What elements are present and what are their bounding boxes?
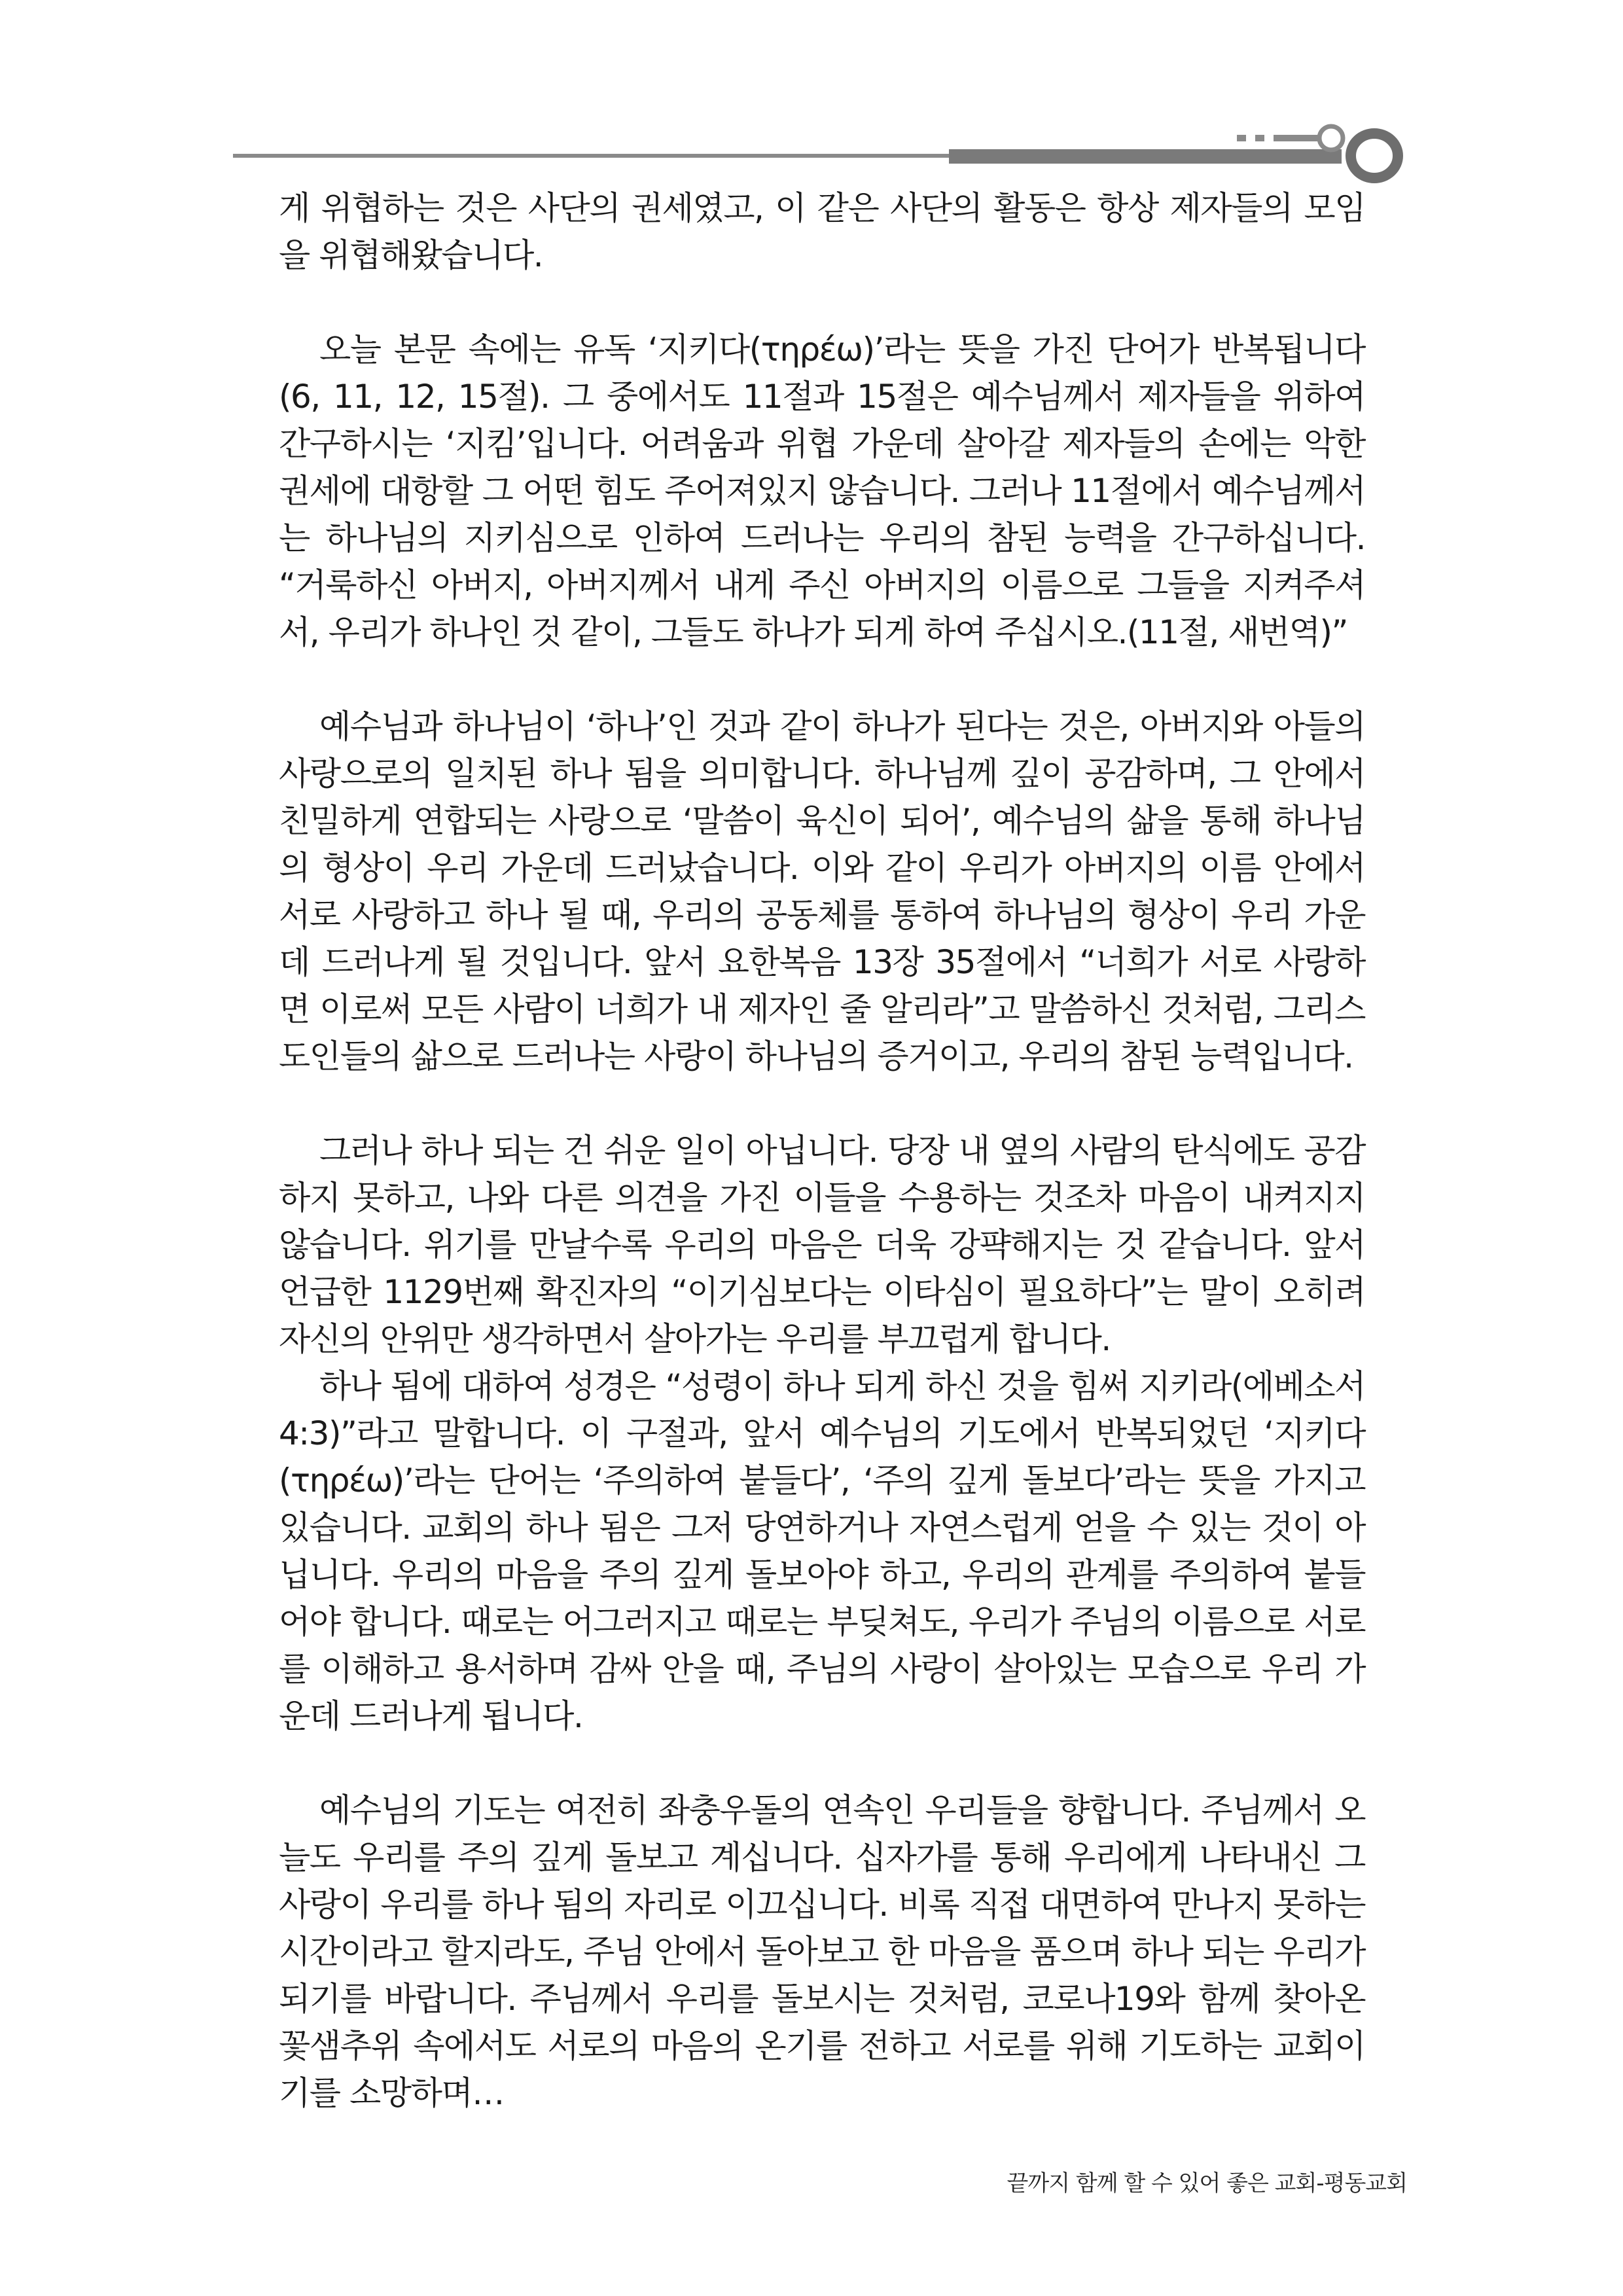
header-small-ring: [1319, 126, 1343, 150]
page-footer: 끝까지 함께 할 수 있어 좋은 교회-평동교회: [1007, 2170, 1407, 2197]
header-dash-2: [1255, 135, 1264, 141]
header-large-ring: [1351, 134, 1398, 178]
paragraph-1: 게 위협하는 것은 사단의 권세였고, 이 같은 사단의 활동은 항상 제자들의 모임을 위협해왔습니다.: [279, 189, 1365, 274]
article-body: [279, 185, 1365, 2117]
header-rule-thick: [949, 149, 1342, 164]
header-decoration: [0, 0, 1623, 196]
paragraph-4: 그러나 하나 되는 건 쉬운 일이 아닙니다. 당장 내 옆의 사람의 탄식에도 공감하지 못하고, 나와 다른 의견을 가진 이들을 수용하는 것조차 마음이 내켜지지 않습니다. 위기를 만날수록 우리의 마음은 더욱 강퍅해지는 것 같습니다. 앞서 언급한 1129번째 확진자의 “이기심보다는 이타심이 필요하다”는 말이 오히려 자신의 안위만 생각하면서 살아가는 우리를 부끄럽게 합니다.: [279, 1132, 1365, 1358]
paragraph-6: 예수님의 기도는 여전히 좌충우돌의 연속인 우리들을 향합니다. 주님께서 오늘도 우리를 주의 깊게 돌보고 계십니다. 십자가를 통해 우리에게 나타내신 그 사랑이 우리를 하나 됨의 자리로 이끄십니다. 비록 직접 대면하여 만나지 못하는 시간이라고 할지라도, 주님 안에서 돌아보고 한 마음을 품으며 하나 되는 우리가 되기를 바랍니다. 주님께서 우리를 돌보시는 것처럼, 코로나19와 함께 찾아온 꽃샘추위 속에서도 서로의 마음의 온기를 전하고 서로를 위해 기도하는 교회이기를 소망하며…: [279, 1791, 1365, 2112]
paragraph-5: 하나 됨에 대하여 성경은 “성령이 하나 되게 하신 것을 힘써 지키라(에베소서 4:3)”라고 말합니다. 이 구절과, 앞서 예수님의 기도에서 반복되었던 ‘지키다(τηρέω)’라는 단어는 ‘주의하여 붙들다’, ‘주의 깊게 돌보다’라는 뜻을 가지고 있습니다. 교회의 하나 됨은 그저 당연하거나 자연스럽게 얻을 수 있는 것이 아닙니다. 우리의 마음을 주의 깊게 돌보아야 하고, 우리의 관계를 주의하여 붙들어야 합니다. 때로는 어그러지고 때로는 부딪쳐도, 우리가 주님의 이름으로 서로를 이해하고 용서하며 감싸 안을 때, 주님의 사랑이 살아있는 모습으로 우리 가운데 드러나게 됩니다.: [279, 1367, 1365, 1735]
paragraph-2: 오늘 본문 속에는 유독 ‘지키다(τηρέω)’라는 뜻을 가진 단어가 반복됩니다(6, 11, 12, 15절). 그 중에서도 11절과 15절은 예수님께서 제자들을 위하여 간구하시는 ‘지킴’입니다. 어려움과 위협 가운데 살아갈 제자들의 손에는 악한 권세에 대항할 그 어떤 힘도 주어져있지 않습니다. 그러나 11절에서 예수님께서는 하나님의 지키심으로 인하여 드러나는 우리의 참된 능력을 간구하십니다. “거룩하신 아버지, 아버지께서 내게 주신 아버지의 이름으로 그들을 지켜주셔서, 우리가 하나인 것 같이, 그들도 하나가 되게 하여 주십시오.(11절, 새번역)”: [279, 331, 1365, 651]
header-dash-1: [1237, 135, 1246, 141]
paragraph-3: 예수님과 하나님이 ‘하나’인 것과 같이 하나가 된다는 것은, 아버지와 아들의 사랑으로의 일치된 하나 됨을 의미합니다. 하나님께 깊이 공감하며, 그 안에서 친밀하게 연합되는 사랑으로 ‘말씀이 육신이 되어’, 예수님의 삶을 통해 하나님의 형상이 우리 가운데 드러났습니다. 이와 같이 우리가 아버지의 이름 안에서 서로 사랑하고 하나 될 때, 우리의 공동체를 통하여 하나님의 형상이 우리 가운데 드러나게 될 것입니다. 앞서 요한복음 13장 35절에서 “너희가 서로 사랑하면 이로써 모든 사람이 너희가 내 제자인 줄 알리라”고 말씀하신 것처럼, 그리스도인들의 삶으로 드러나는 사랑이 하나님의 증거이고, 우리의 참된 능력입니다.: [279, 708, 1365, 1075]
